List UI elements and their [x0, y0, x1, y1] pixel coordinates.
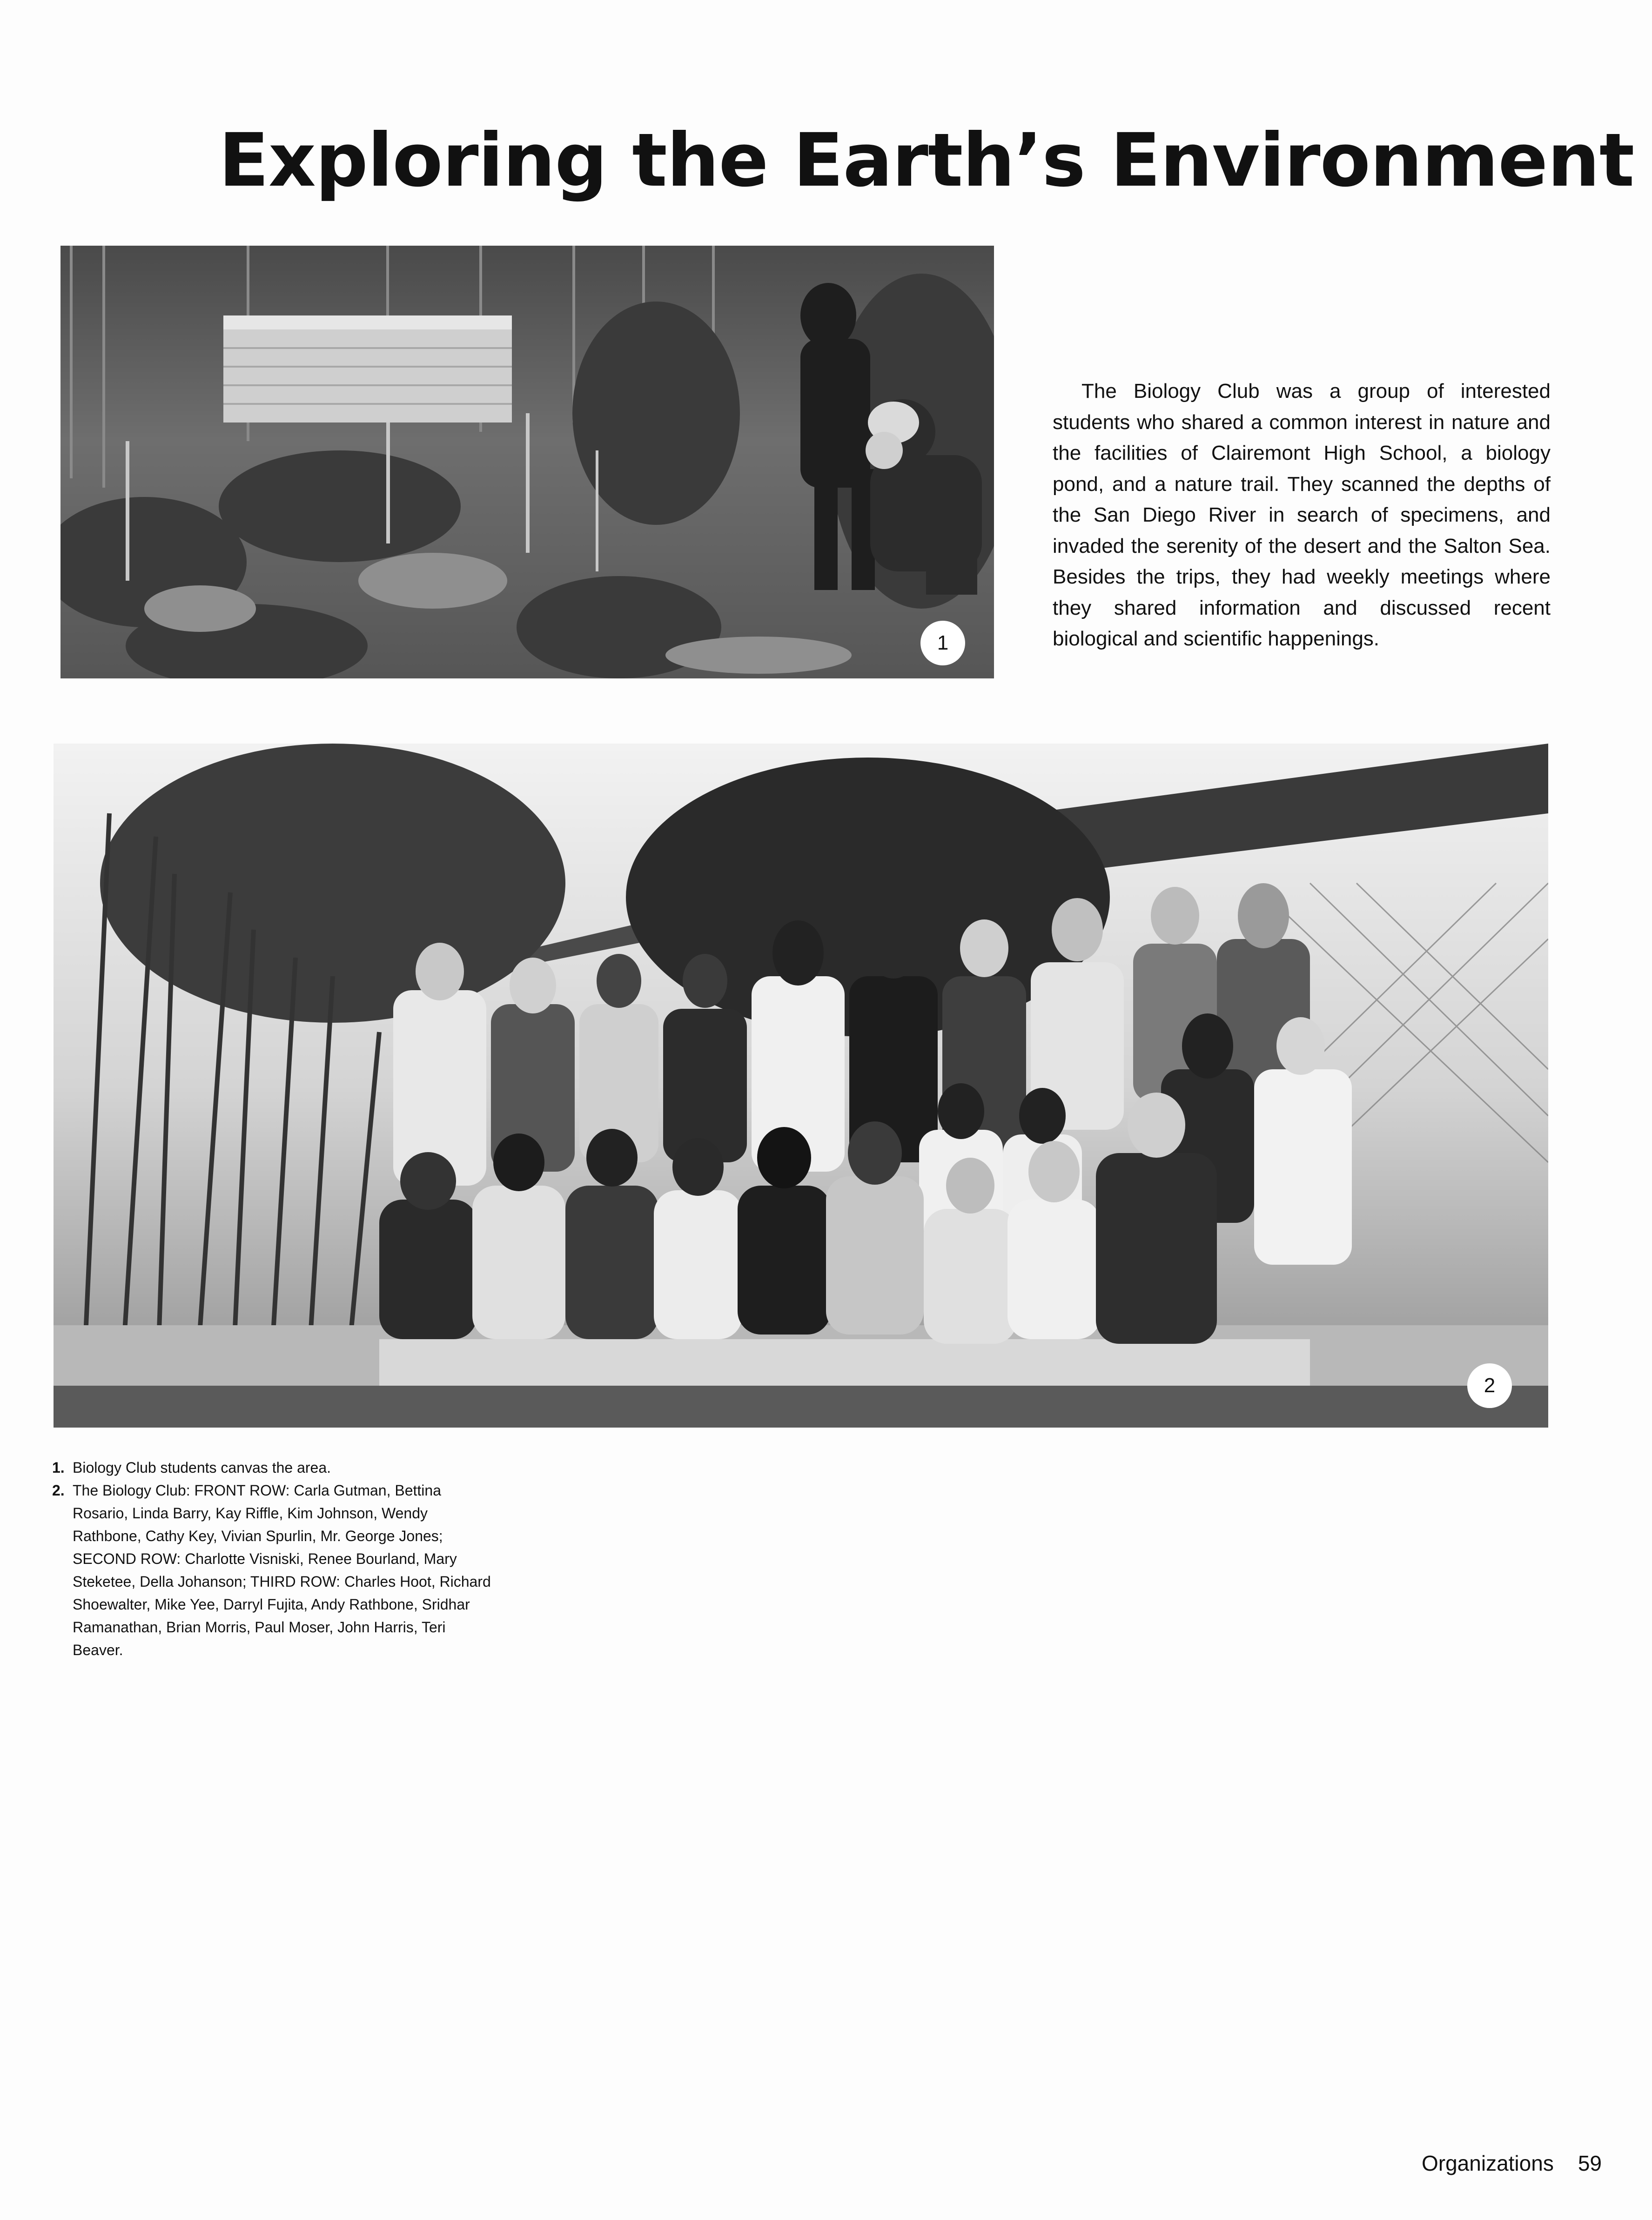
page-number: 59 — [1578, 2151, 1602, 2175]
photo-number-badge: 2 — [1467, 1363, 1512, 1408]
caption-item — [52, 1479, 499, 1662]
group-photo-image — [54, 744, 1548, 1428]
caption-item — [52, 1456, 499, 1479]
page-footer — [1422, 2151, 1602, 2176]
caption-number: 2. — [52, 1482, 65, 1499]
caption-text: The Biology Club: FRONT ROW: Carla Gutman, Bettina Rosario, Linda Barry, Kay Riffle, Kim Johnson, Wendy Rathbone, Cathy Key, Vivian Spurlin, Mr. George Jones; SECOND ROW: Charlotte Visniski, Renee Bourland, Mary Steketee, Della Johanson; THIRD ROW: Charles Hoot, Richard Shoewalter, Mike Yee, Darryl Fujita, Andy Rathbone, Sridhar Ramanathan, Brian Morris, Paul Moser, John Harris, Teri Beaver. — [73, 1482, 491, 1658]
page-title: Exploring the Earth’s Environment — [219, 118, 1634, 203]
photo-number-badge: 1 — [920, 621, 965, 665]
caption-text: Biology Club students canvas the area. — [73, 1459, 331, 1476]
caption-number: 1. — [52, 1459, 65, 1476]
photo-captions — [52, 1456, 499, 1662]
footer-section-label: Organizations — [1422, 2151, 1554, 2175]
photo-group — [54, 744, 1548, 1428]
photo-garden — [60, 246, 994, 678]
article-body: The Biology Club was a group of interested students who shared a common interest in nature and the facilities of Clairemont High School, a biology pond, and a nature trail. They scanned the depths of the San Diego River in search of specimens, and invaded the serenity of the desert and the Salton Sea. Besides the trips, they had weekly meetings where they shared information and discussed recent biological and scientific happenings. — [1053, 380, 1551, 650]
garden-photo-image — [60, 246, 994, 678]
